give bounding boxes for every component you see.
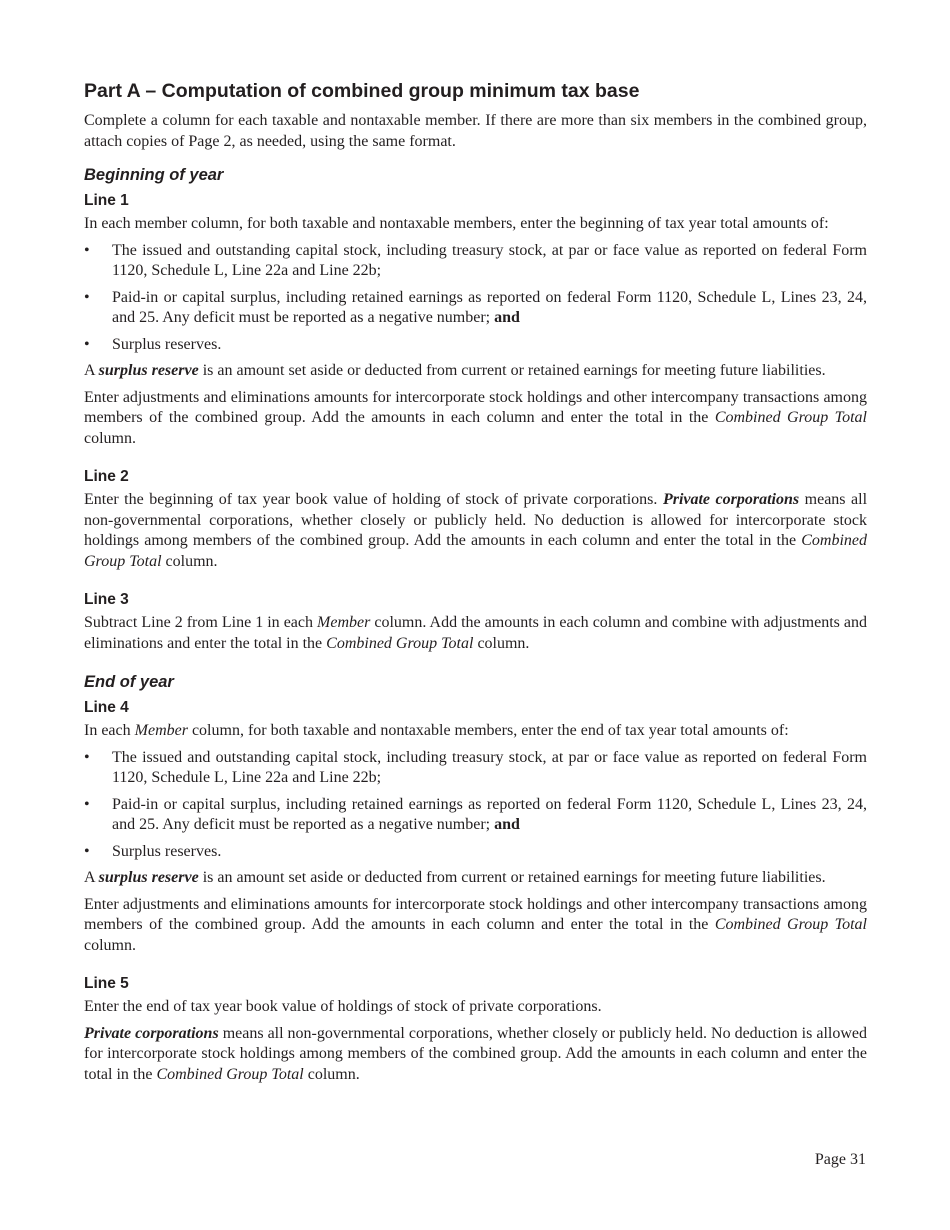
document-page [84, 78, 867, 1091]
line1-heading: Line 1 [84, 192, 129, 209]
line4-bullet-list [84, 748, 867, 863]
list-item: • Surplus reserves. [84, 842, 867, 863]
section-heading-end: End of year [84, 673, 174, 691]
list-item: • Surplus reserves. [84, 335, 867, 356]
line1-adjustments-paragraph: Enter adjustments and eliminations amounts for intercorporate stock holdings and other intercompany transactions among members of the combined group. Add the amounts in each column and enter the total in the Combined Group Total column. [84, 388, 868, 447]
line3-paragraph: Subtract Line 2 from Line 1 in each Member column. Add the amounts in each column and combine with adjustments and eliminations and enter the total in the Combined Group Total column. [84, 614, 868, 652]
line4-intro: In each Member column, for both taxable and nontaxable members, enter the end of tax year total amounts of: [84, 722, 789, 739]
bullet-icon: • [84, 335, 90, 353]
bullet-icon: • [84, 795, 90, 813]
line5-paragraph: Enter the end of tax year book value of holdings of stock of private corporations. [84, 998, 602, 1015]
private-corporations-definition: Private corporations means all non-governmental corporations, whether closely or publicly held. No deduction is allowed for intercorporate stock holdings among members of the combined group. Add the amounts in each column and enter the total in the Combined Group Total column. [84, 1024, 868, 1083]
list-item: • Paid-in or capital surplus, including retained earnings as reported on federal Form 1120, Schedule L, Lines 23, 24, and 25. Any deficit must be reported as a negative number; and [84, 288, 867, 326]
line4-heading: Line 4 [84, 699, 129, 716]
line1-intro: In each member column, for both taxable and nontaxable members, enter the beginning of tax year total amounts of: [84, 215, 829, 232]
line1-bullet-list [84, 241, 867, 356]
page-title: Part A – Computation of combined group minimum tax base [84, 80, 640, 102]
surplus-reserve-definition: A surplus reserve is an amount set aside or deducted from current or retained earnings for meeting future liabilities. [84, 869, 826, 886]
list-item: • The issued and outstanding capital stock, including treasury stock, at par or face value as reported on federal Form 1120, Schedule L, Line 22a and Line 22b; [84, 748, 867, 786]
line2-paragraph: Enter the beginning of tax year book value of holding of stock of private corporations. Private corporations means all non-governmental corporations, whether closely or publicly held. No deduction is allowed for intercorporate stock holdings among members of the combined group. Add the amounts in each column and enter the total in the Combined Group Total column. [84, 491, 868, 570]
page-number: Page 31 [814, 1151, 866, 1168]
bullet-icon: • [84, 288, 90, 306]
intro-paragraph: Complete a column for each taxable and nontaxable member. If there are more than six members in the combined group, attach copies of Page 2, as needed, using the same format. [84, 112, 867, 150]
list-item: • Paid-in or capital surplus, including retained earnings as reported on federal Form 1120, Schedule L, Lines 23, 24, and 25. Any deficit must be reported as a negative number; and [84, 795, 867, 833]
bullet-icon: • [84, 241, 90, 259]
line5-heading: Line 5 [84, 975, 129, 992]
surplus-reserve-definition: A surplus reserve is an amount set aside or deducted from current or retained earnings for meeting future liabilities. [84, 362, 826, 379]
line4-adjustments-paragraph: Enter adjustments and eliminations amounts for intercorporate stock holdings and other intercompany transactions among members of the combined group. Add the amounts in each column and enter the total in the Combined Group Total column. [84, 895, 868, 954]
bullet-icon: • [84, 748, 90, 766]
line3-heading: Line 3 [84, 591, 129, 608]
list-item: • The issued and outstanding capital stock, including treasury stock, at par or face value as reported on federal Form 1120, Schedule L, Line 22a and Line 22b; [84, 241, 867, 279]
section-heading-beginning: Beginning of year [84, 166, 224, 184]
line2-heading: Line 2 [84, 468, 129, 485]
bullet-icon: • [84, 842, 90, 860]
